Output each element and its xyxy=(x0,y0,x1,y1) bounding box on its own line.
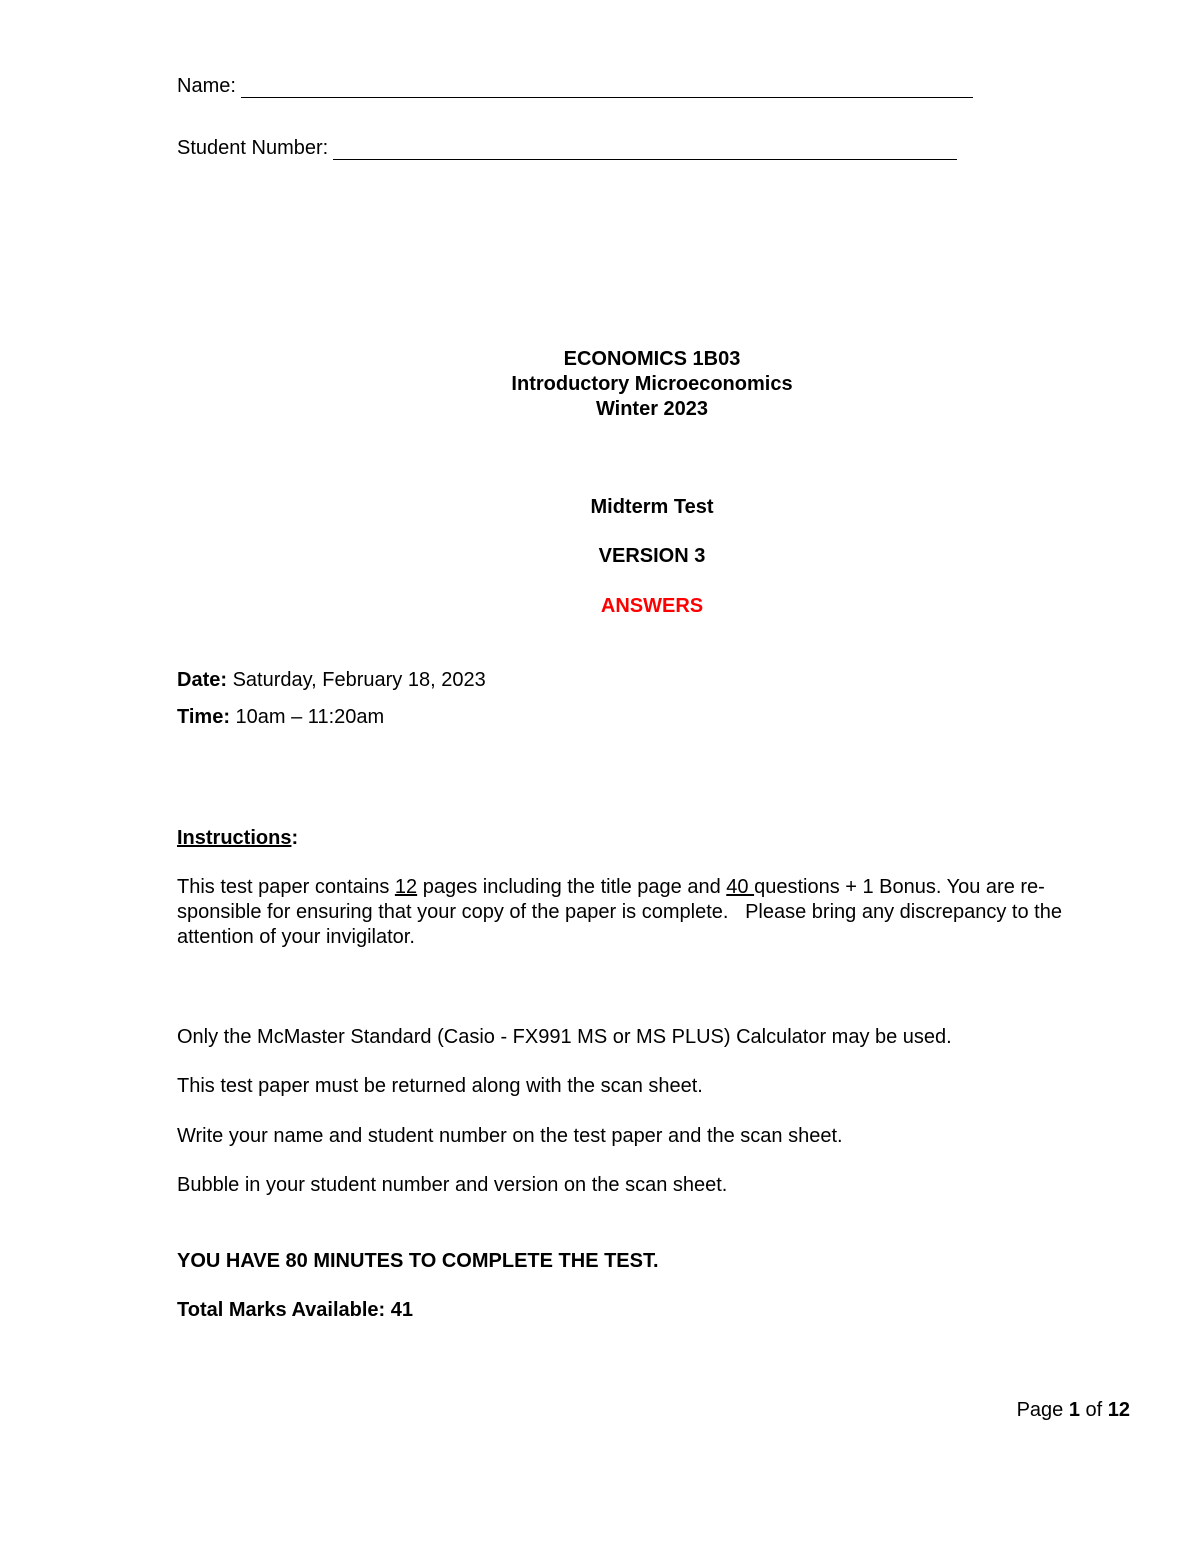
para1-part-a: This test paper contains xyxy=(177,876,395,898)
write-note: Write your name and student number on the test paper and the scan sheet. xyxy=(177,1125,843,1147)
answers-label: ANSWERS xyxy=(600,595,704,617)
name-field xyxy=(177,74,973,98)
page-number: 1 xyxy=(1068,1399,1080,1421)
name-blank-line[interactable] xyxy=(241,77,973,98)
instructions-heading-text: Instructions xyxy=(177,827,292,849)
time-value: 10am – 11:20am xyxy=(229,706,385,728)
course-name: Introductory Microeconomics xyxy=(511,373,793,395)
instructions-heading-colon: : xyxy=(291,827,299,849)
para1-part-c: questions + 1 Bonus. You are re-sponsible for ensuring that your copy of the paper is complete. Please bring any discrepancy to the attention of your invigilator. xyxy=(177,876,1068,948)
student-number-blank-line[interactable] xyxy=(333,139,957,160)
student-number-label: Student Number: xyxy=(177,137,329,159)
questions-count: 40 xyxy=(726,876,755,898)
para1-part-b: pages including the title page and xyxy=(417,876,727,898)
instructions-heading xyxy=(177,826,298,850)
total-marks: Total Marks Available: 41 xyxy=(177,1299,414,1321)
instructions-paragraph xyxy=(177,875,1127,950)
date-line xyxy=(177,668,486,692)
course-code: ECONOMICS 1B03 xyxy=(563,348,741,370)
time-label: Time: xyxy=(177,706,230,728)
calculator-note: Only the McMaster Standard (Casio - FX991 MS or MS PLUS) Calculator may be used. xyxy=(177,1026,952,1048)
time-line xyxy=(177,705,384,729)
page-total: 12 xyxy=(1107,1399,1130,1421)
student-number-field xyxy=(177,136,957,160)
term: Winter 2023 xyxy=(595,398,709,420)
test-name: Midterm Test xyxy=(590,496,714,518)
bubble-note: Bubble in your student number and version on the scan sheet. xyxy=(177,1174,728,1196)
of-word: of xyxy=(1079,1399,1108,1421)
name-label: Name: xyxy=(177,75,236,97)
date-label: Date: xyxy=(177,669,228,691)
pages-count: 12 xyxy=(394,876,418,898)
return-note: This test paper must be returned along with the scan sheet. xyxy=(177,1075,703,1097)
page-indicator xyxy=(1017,1398,1130,1422)
time-limit-note: YOU HAVE 80 MINUTES TO COMPLETE THE TEST. xyxy=(177,1250,659,1272)
date-value: Saturday, February 18, 2023 xyxy=(227,669,486,691)
page-word: Page xyxy=(1016,1399,1069,1421)
version: VERSION 3 xyxy=(598,545,706,567)
